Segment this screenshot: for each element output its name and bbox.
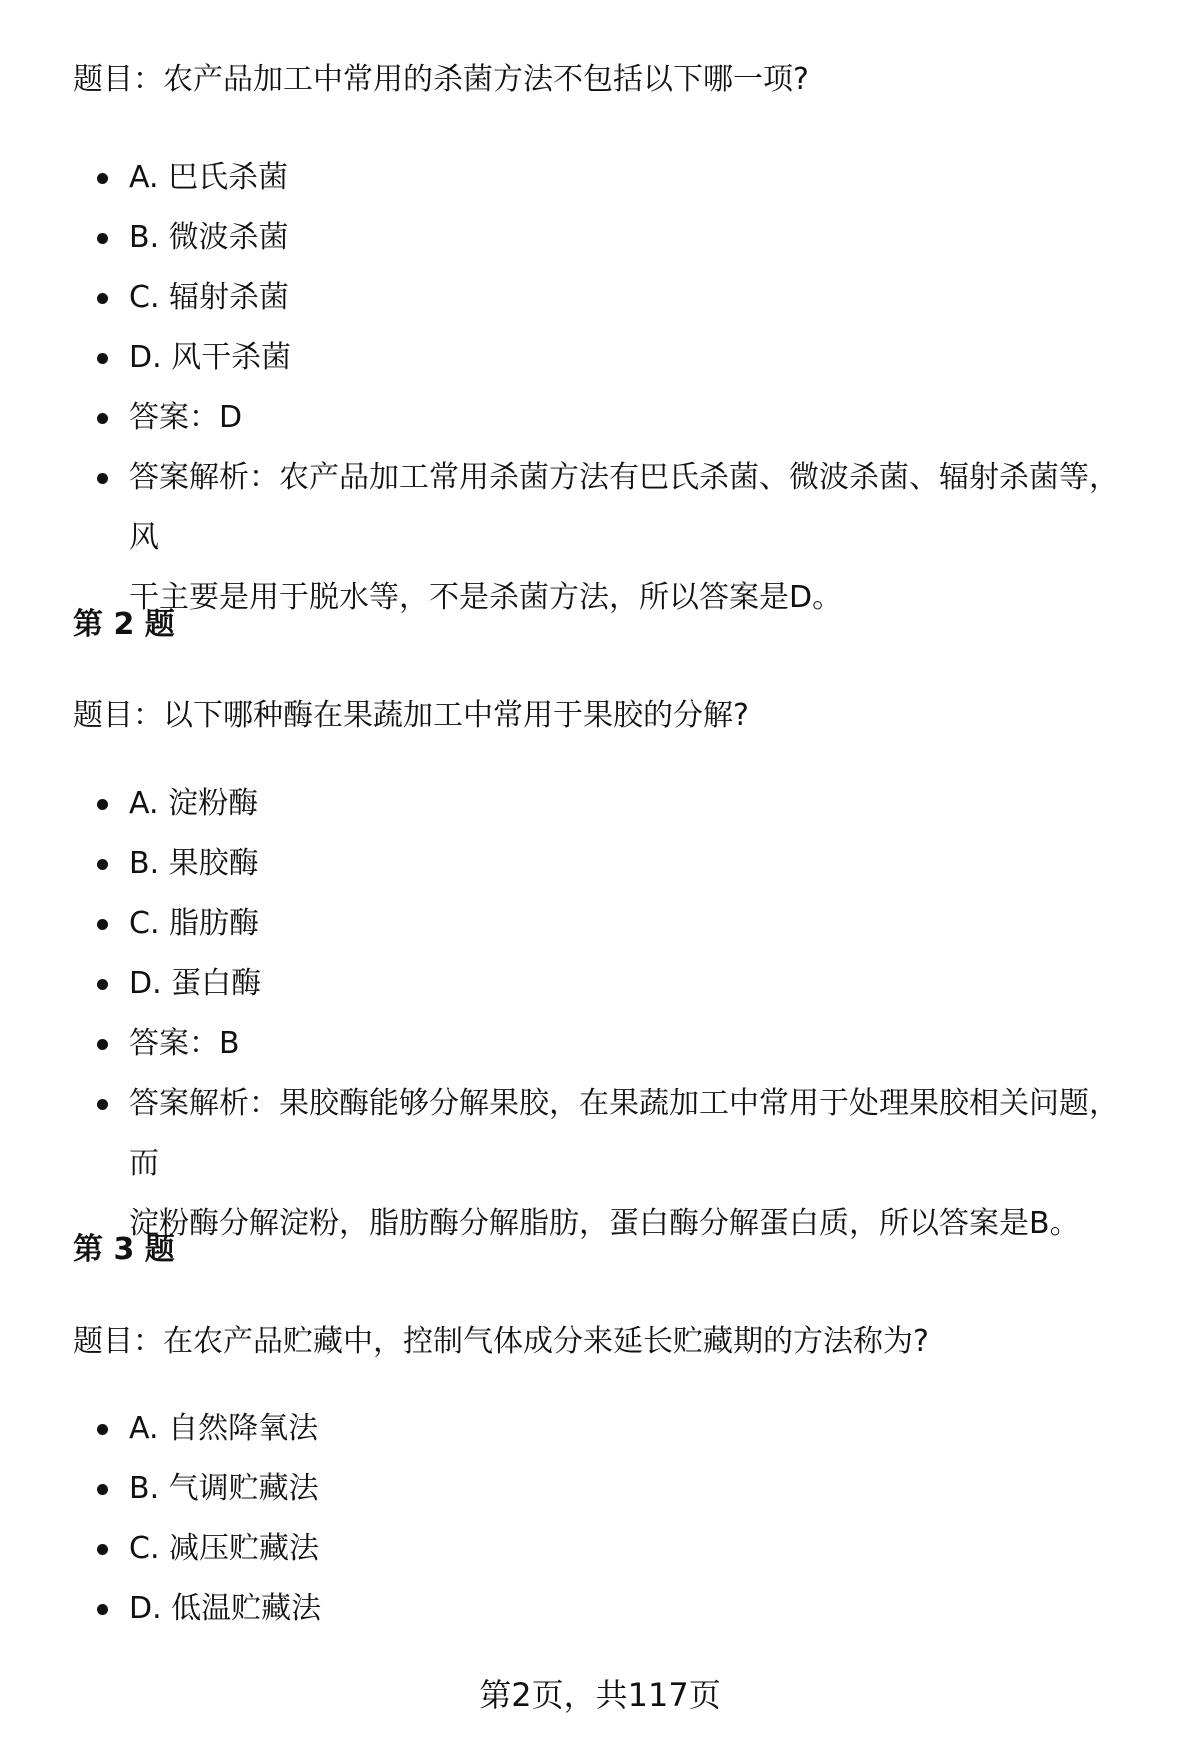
question-2-text: 题目：以下哪种酶在果蔬加工中常用于果胶的分解? (73, 698, 749, 733)
bullet-icon (97, 473, 108, 484)
option-1a (0, 148, 1200, 208)
option-3b (0, 1459, 1200, 1519)
bullet-icon (97, 173, 108, 184)
answer-1 (0, 388, 1200, 448)
option-label: D. 低温贮藏法 (129, 1591, 322, 1626)
question-2-heading: 第 2 题 (73, 607, 175, 642)
option-label: B. 气调贮藏法 (129, 1471, 319, 1506)
explanation-2 (0, 1074, 1200, 1254)
explanation-1 (0, 448, 1200, 628)
bullet-icon (97, 979, 108, 990)
option-1d (0, 328, 1200, 388)
bullet-icon (97, 859, 108, 870)
bullet-icon (97, 1039, 108, 1050)
option-label: B. 果胶酶 (129, 846, 259, 881)
explanation-line: 答案解析：果胶酶能够分解果胶，在果蔬加工中常用于处理果胶相关问题，而 (129, 1086, 1119, 1181)
answer-label: 答案：D (129, 400, 243, 435)
explanation-line: 淀粉酶分解淀粉，脂肪酶分解脂肪，蛋白酶分解蛋白质，所以答案是B。 (129, 1206, 1080, 1241)
question-1-text: 题目：农产品加工中常用的杀菌方法不包括以下哪一项? (73, 62, 809, 97)
bullet-icon (97, 353, 108, 364)
option-3a (0, 1399, 1200, 1459)
question-2-list (0, 774, 1200, 1254)
option-2a (0, 774, 1200, 834)
bullet-icon (97, 233, 108, 244)
bullet-icon (97, 799, 108, 810)
answer-label: 答案：B (129, 1026, 240, 1061)
bullet-icon (97, 1604, 108, 1615)
question-3-list (0, 1399, 1200, 1639)
option-2c (0, 894, 1200, 954)
explanation-line: 干主要是用于脱水等，不是杀菌方法，所以答案是D。 (129, 580, 843, 615)
answer-2 (0, 1014, 1200, 1074)
option-3c (0, 1519, 1200, 1579)
option-2b (0, 834, 1200, 894)
bullet-icon (97, 1424, 108, 1435)
option-label: D. 蛋白酶 (129, 966, 262, 1001)
option-label: C. 辐射杀菌 (129, 280, 290, 315)
bullet-icon (97, 1099, 108, 1110)
explanation-line: 答案解析：农产品加工常用杀菌方法有巴氏杀菌、微波杀菌、辐射杀菌等，风 (129, 460, 1119, 555)
option-label: C. 脂肪酶 (129, 906, 260, 941)
option-label: D. 风干杀菌 (129, 340, 292, 375)
option-1b (0, 208, 1200, 268)
bullet-icon (97, 1484, 108, 1495)
bullet-icon (97, 1544, 108, 1555)
option-label: A. 淀粉酶 (129, 786, 259, 821)
option-label: A. 自然降氧法 (129, 1411, 319, 1446)
option-label: B. 微波杀菌 (129, 220, 289, 255)
question-1-list (0, 148, 1200, 628)
bullet-icon (97, 919, 108, 930)
question-3-text: 题目：在农产品贮藏中，控制气体成分来延长贮藏期的方法称为? (73, 1324, 929, 1359)
bullet-icon (97, 293, 108, 304)
page-indicator: 第2页，共117页 (479, 1676, 721, 1714)
option-3d (0, 1579, 1200, 1639)
option-label: C. 减压贮藏法 (129, 1531, 320, 1566)
option-label: A. 巴氏杀菌 (129, 160, 289, 195)
question-3-heading: 第 3 题 (73, 1232, 175, 1267)
option-2d (0, 954, 1200, 1014)
bullet-icon (97, 413, 108, 424)
option-1c (0, 268, 1200, 328)
